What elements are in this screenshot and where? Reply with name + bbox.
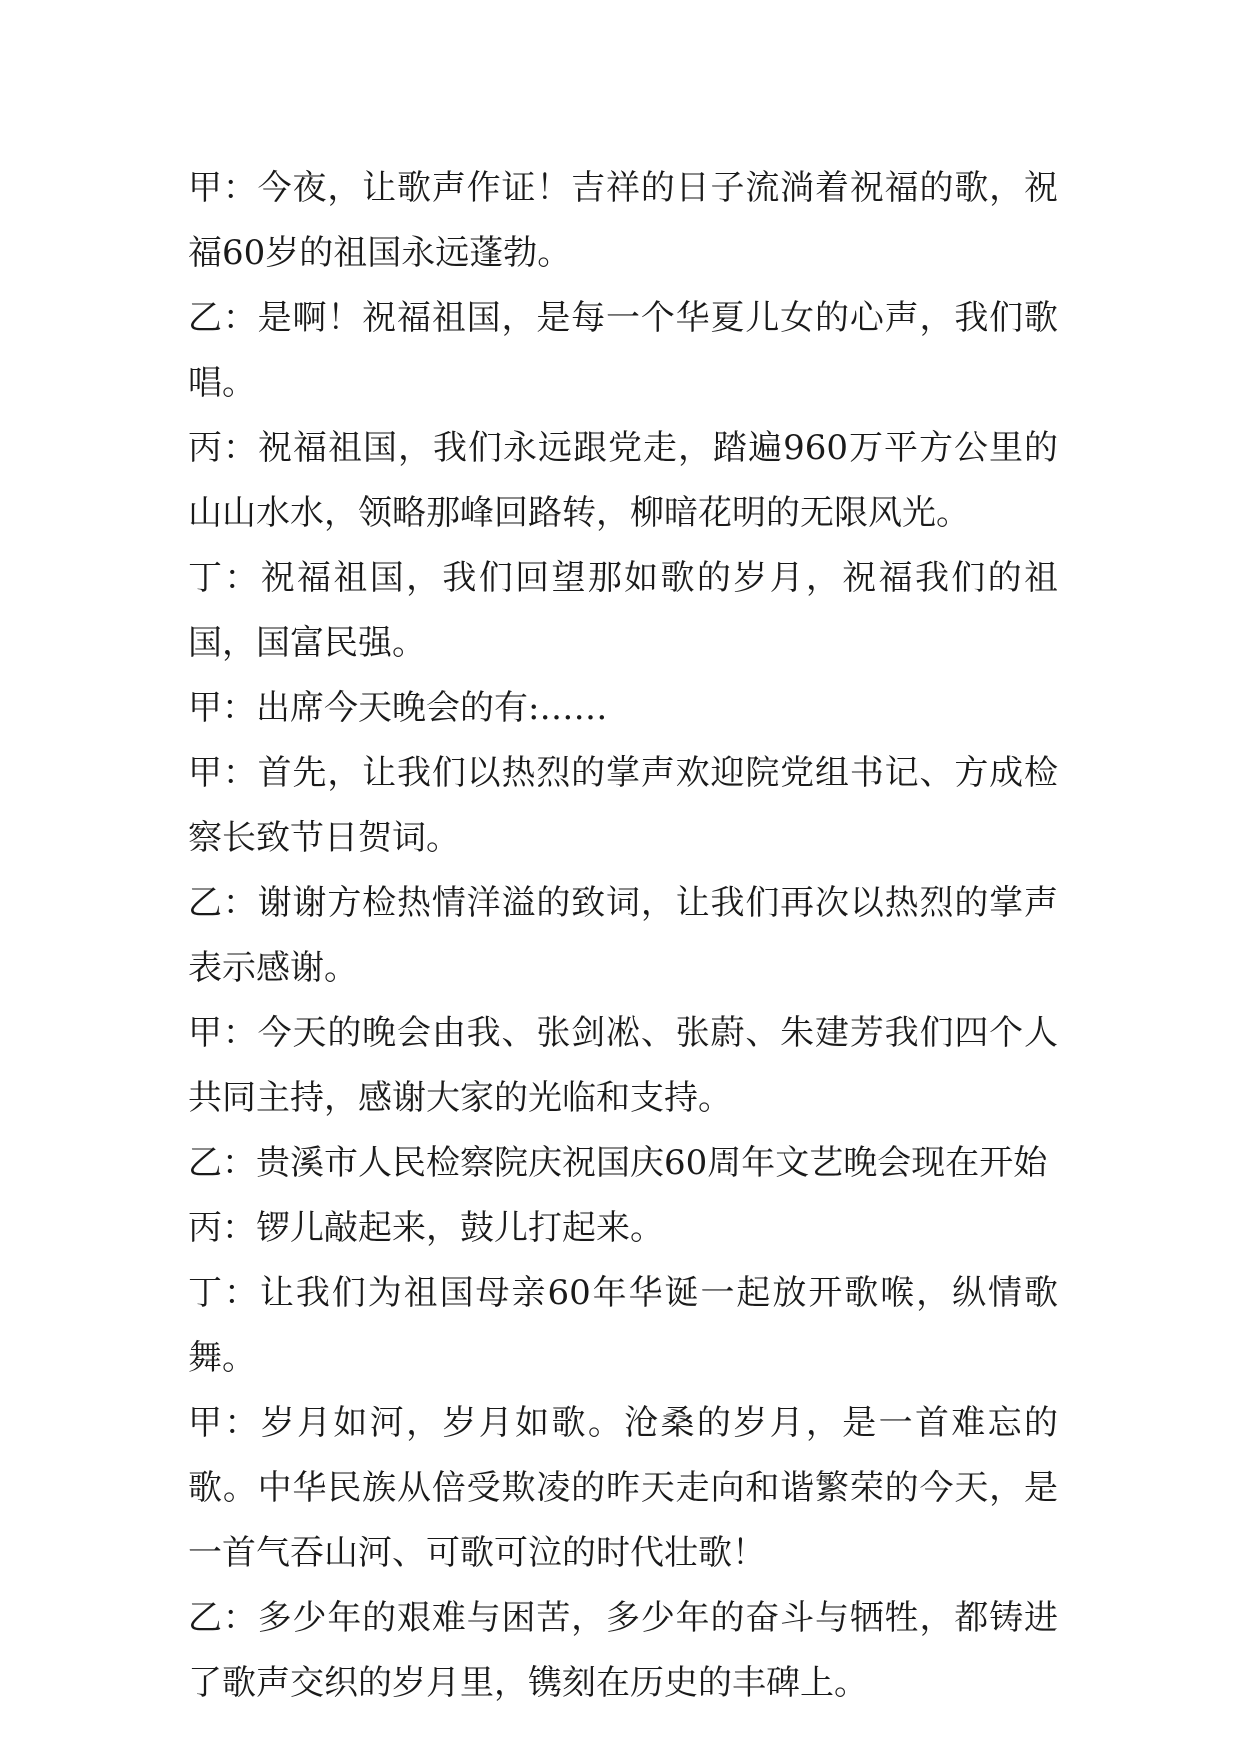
paragraph-jia-2: 甲：出席今天晚会的有:…… (188, 688, 608, 728)
paragraph-jia-5: 甲：岁月如河，岁月如歌。沧桑的岁月，是一首难忘的歌。中华民族从倍受欺凌的昨天走向和谐繁荣的今天，是一首气吞山河、可歌可泣的时代壮歌！ (188, 1403, 1058, 1573)
paragraph-jia-3: 甲：首先，让我们以热烈的掌声欢迎院党组书记、方成检察长致节日贺词。 (188, 753, 1058, 858)
paragraph-yi-2: 乙：谢谢方检热情洋溢的致词，让我们再次以热烈的掌声表示感谢。 (188, 883, 1058, 988)
paragraph-yi-1: 乙：是啊！祝福祖国，是每一个华夏儿女的心声，我们歌唱。 (188, 298, 1058, 403)
paragraph-bing-2: 丙：锣儿敲起来，鼓儿打起来。 (188, 1208, 664, 1248)
paragraph-yi-3: 乙：贵溪市人民检察院庆祝国庆60周年文艺晚会现在开始 (188, 1143, 1048, 1183)
paragraph-bing-1: 丙：祝福祖国，我们永远跟党走，踏遍960万平方公里的山山水水，领略那峰回路转，柳暗花明的无限风光。 (188, 428, 1058, 533)
paragraph-jia-4: 甲：今天的晚会由我、张剑凇、张蔚、朱建芳我们四个人共同主持，感谢大家的光临和支持。 (188, 1013, 1058, 1118)
paragraph-jia-1: 甲：今夜，让歌声作证！吉祥的日子流淌着祝福的歌，祝福60岁的祖国永远蓬勃。 (188, 168, 1058, 273)
paragraph-ding-1: 丁：祝福祖国，我们回望那如歌的岁月，祝福我们的祖国，国富民强。 (188, 558, 1058, 663)
script-text-body (188, 156, 1058, 1716)
paragraph-yi-4: 乙：多少年的艰难与困苦，多少年的奋斗与牺牲，都铸进了歌声交织的岁月里，镌刻在历史的丰碑上。 (188, 1598, 1058, 1703)
paragraph-ding-2: 丁：让我们为祖国母亲60年华诞一起放开歌喉，纵情歌舞。 (188, 1273, 1058, 1378)
